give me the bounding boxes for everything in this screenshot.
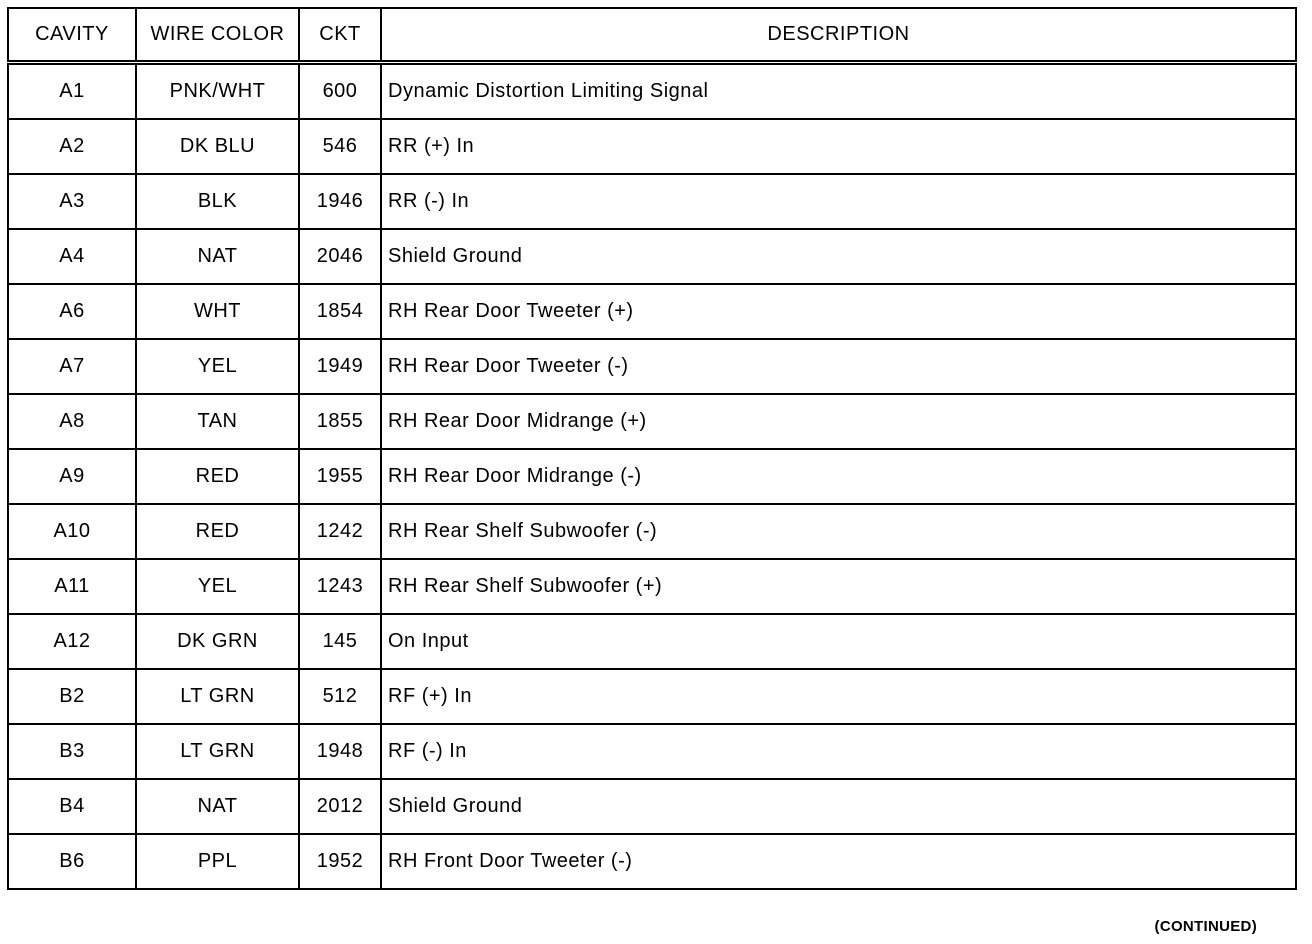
table-row xyxy=(8,339,1296,394)
cell-cavity: A1 xyxy=(8,63,136,120)
table-row xyxy=(8,669,1296,724)
cell-cavity: A9 xyxy=(8,449,136,504)
cell-cavity: A7 xyxy=(8,339,136,394)
cell-wire-color: YEL xyxy=(136,339,299,394)
cell-description: RH Rear Shelf Subwoofer (+) xyxy=(381,559,1296,614)
cell-description: RF (+) In xyxy=(381,669,1296,724)
cell-wire-color: DK GRN xyxy=(136,614,299,669)
header-description: DESCRIPTION xyxy=(381,8,1296,63)
cell-wire-color: WHT xyxy=(136,284,299,339)
cell-description: On Input xyxy=(381,614,1296,669)
cell-cavity: B2 xyxy=(8,669,136,724)
table-row xyxy=(8,119,1296,174)
cell-wire-color: BLK xyxy=(136,174,299,229)
header-cavity: CAVITY xyxy=(8,8,136,63)
cell-cavity: A4 xyxy=(8,229,136,284)
cell-ckt: 1955 xyxy=(299,449,381,504)
cell-cavity: B6 xyxy=(8,834,136,889)
table-row xyxy=(8,449,1296,504)
cell-ckt: 1946 xyxy=(299,174,381,229)
cell-ckt: 546 xyxy=(299,119,381,174)
header-row xyxy=(8,8,1296,63)
cell-wire-color: LT GRN xyxy=(136,724,299,779)
cell-ckt: 1948 xyxy=(299,724,381,779)
cell-cavity: A2 xyxy=(8,119,136,174)
cell-cavity: B4 xyxy=(8,779,136,834)
cell-cavity: A3 xyxy=(8,174,136,229)
connector-pinout-table xyxy=(7,7,1297,890)
cell-description: RF (-) In xyxy=(381,724,1296,779)
cell-cavity: A8 xyxy=(8,394,136,449)
table-row xyxy=(8,724,1296,779)
cell-description: RH Rear Door Midrange (+) xyxy=(381,394,1296,449)
cell-wire-color: TAN xyxy=(136,394,299,449)
cell-cavity: A12 xyxy=(8,614,136,669)
table-row xyxy=(8,834,1296,889)
table-row xyxy=(8,504,1296,559)
cell-description: Dynamic Distortion Limiting Signal xyxy=(381,63,1296,120)
cell-wire-color: NAT xyxy=(136,779,299,834)
header-wire-color: WIRE COLOR xyxy=(136,8,299,63)
cell-ckt: 1949 xyxy=(299,339,381,394)
cell-cavity: A11 xyxy=(8,559,136,614)
continued-note: (CONTINUED) xyxy=(1154,918,1257,935)
header-ckt: CKT xyxy=(299,8,381,63)
cell-description: RH Rear Shelf Subwoofer (-) xyxy=(381,504,1296,559)
table-row xyxy=(8,614,1296,669)
table-row xyxy=(8,779,1296,834)
cell-description: Shield Ground xyxy=(381,229,1296,284)
cell-wire-color: PPL xyxy=(136,834,299,889)
cell-description: Shield Ground xyxy=(381,779,1296,834)
cell-wire-color: PNK/WHT xyxy=(136,63,299,120)
cell-ckt: 2012 xyxy=(299,779,381,834)
table-row xyxy=(8,559,1296,614)
cell-cavity: A6 xyxy=(8,284,136,339)
table-body xyxy=(8,63,1296,890)
cell-description: RH Rear Door Tweeter (+) xyxy=(381,284,1296,339)
cell-description: RR (-) In xyxy=(381,174,1296,229)
cell-cavity: B3 xyxy=(8,724,136,779)
cell-cavity: A10 xyxy=(8,504,136,559)
cell-wire-color: RED xyxy=(136,449,299,504)
table-row xyxy=(8,394,1296,449)
table-row xyxy=(8,284,1296,339)
cell-ckt: 145 xyxy=(299,614,381,669)
cell-description: RH Rear Door Tweeter (-) xyxy=(381,339,1296,394)
cell-wire-color: LT GRN xyxy=(136,669,299,724)
cell-ckt: 1242 xyxy=(299,504,381,559)
cell-ckt: 1854 xyxy=(299,284,381,339)
cell-description: RR (+) In xyxy=(381,119,1296,174)
table-row xyxy=(8,174,1296,229)
cell-wire-color: DK BLU xyxy=(136,119,299,174)
cell-description: RH Rear Door Midrange (-) xyxy=(381,449,1296,504)
cell-ckt: 512 xyxy=(299,669,381,724)
table-row xyxy=(8,229,1296,284)
table-header xyxy=(8,8,1296,63)
cell-ckt: 2046 xyxy=(299,229,381,284)
table-row xyxy=(8,63,1296,120)
cell-description: RH Front Door Tweeter (-) xyxy=(381,834,1296,889)
cell-wire-color: NAT xyxy=(136,229,299,284)
cell-wire-color: YEL xyxy=(136,559,299,614)
cell-ckt: 1243 xyxy=(299,559,381,614)
cell-ckt: 1952 xyxy=(299,834,381,889)
cell-ckt: 1855 xyxy=(299,394,381,449)
cell-wire-color: RED xyxy=(136,504,299,559)
cell-ckt: 600 xyxy=(299,63,381,120)
